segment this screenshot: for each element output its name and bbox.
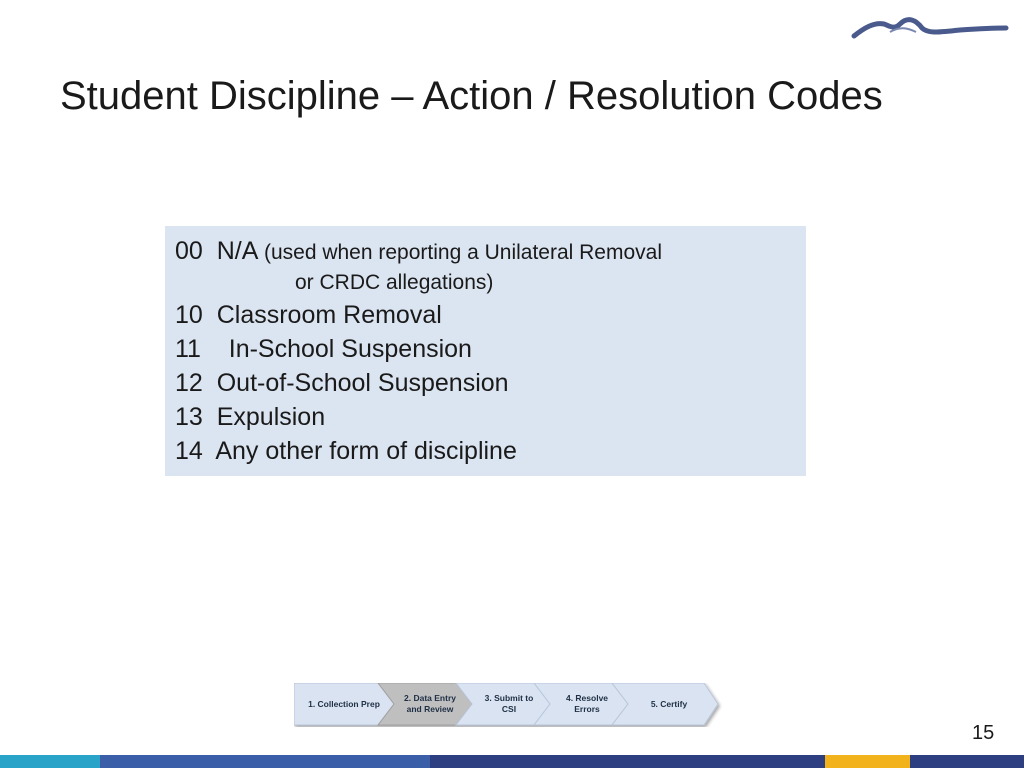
code-number: 13 [175, 403, 203, 431]
mountain-logo-icon [850, 14, 1010, 42]
code-number: 11 [175, 335, 201, 363]
footer-segment [0, 755, 100, 768]
footer-segment [430, 755, 825, 768]
codes-list [165, 226, 806, 476]
footer-color-strip [0, 755, 1024, 768]
code-label: Expulsion [216, 403, 326, 431]
code-row [175, 400, 806, 434]
code-label: N/A [216, 237, 258, 265]
code-label: Any other form of discipline [215, 437, 517, 465]
code-note: (used when reporting a Unilateral Removal [263, 241, 663, 264]
slide-title: Student Discipline – Action / Resolution Codes [60, 74, 883, 118]
code-note-continued: or CRDC allegations) [295, 271, 494, 294]
code-number: 12 [175, 369, 203, 397]
code-number: 14 [175, 437, 203, 465]
code-label: Classroom Removal [216, 301, 442, 329]
process-steps [294, 683, 724, 727]
code-row [175, 332, 806, 366]
process-step-4: 4. Resolve Errors [565, 693, 609, 714]
footer-segment [910, 755, 1024, 768]
code-label: Out-of-School Suspension [216, 369, 509, 397]
page-number: 15 [972, 722, 995, 744]
process-step-5: 5. Certify [650, 698, 688, 709]
code-label: In-School Suspension [228, 335, 472, 363]
footer-segment [100, 755, 430, 768]
code-number: 10 [175, 301, 203, 329]
code-row [175, 434, 806, 468]
footer-segment [825, 755, 910, 768]
code-row [175, 298, 806, 332]
code-row-na [175, 236, 806, 268]
code-row [175, 366, 806, 400]
process-step-1: 1. Collection Prep [308, 698, 380, 709]
process-step-2: 2. Data Entry and Review [404, 693, 456, 714]
process-step-3: 3. Submit to CSI [484, 693, 534, 714]
code-number: 00 [175, 237, 203, 265]
